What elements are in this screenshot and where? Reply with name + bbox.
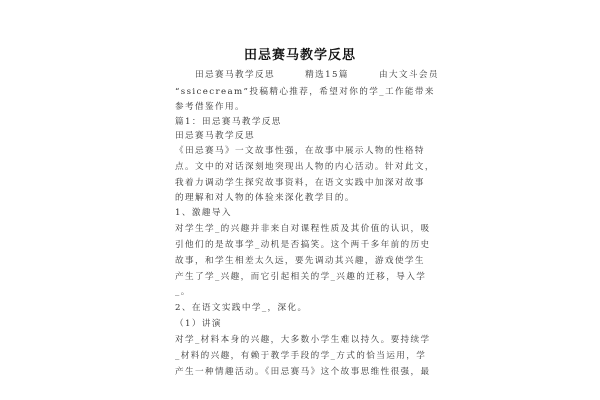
paragraph-line: _。 [175,287,191,297]
paragraph-line: 点。文中的对话深刻地突现出人物的内心活动。针对此文， [175,162,435,172]
paragraph-line: 对学_材料本身的兴趣，大多数小学生难以持久。要持续学 [175,335,431,345]
paragraph-line: 《田忌赛马》一文故事性强，在故事中展示人物的性格特 [175,146,425,156]
meta-count: 精选15篇 [305,70,349,80]
intro-line: “ssicecream”投稿精心推荐，希望对你的学_工作能带来 [175,87,435,97]
paragraph-line: _材料的兴趣，有赖于教学手段的学_方式的恰当运用，学 [175,351,427,361]
section-heading: 2、在语文实践中学_，深化。 [175,303,308,313]
subsection-heading: （1）讲演 [175,319,222,329]
paragraph-line: 产生了学_兴趣，而它引起相关的学_兴趣的迁移，导入学 [175,272,427,282]
paragraph-line: 故事，和学生相差太久远，要先调动其兴趣，游戏使学生 [175,256,425,266]
section-heading: 1、激趣导入 [175,208,232,218]
chapter-heading: 篇1：田忌赛马教学反思 [175,117,282,127]
paragraph-line: 对学生学_的兴趣并非来自对课程性质及其价值的认识，吸 [175,224,431,234]
meta-line [175,70,439,80]
paragraph-line: 我着力调动学生探究故事资料，在语文实践中加深对故事 [175,178,425,188]
intro-line: 参考借鉴作用。 [175,102,245,112]
meta-name: 田忌赛马教学反思 [195,70,275,80]
paragraph-line: 的理解和对人物的体验来深化教学目的。 [175,193,355,203]
subheading: 田忌赛马教学反思 [175,131,255,141]
paragraph-line: 产生一种情趣活动。《田忌赛马》这个故事思维性很强，最 [175,367,431,377]
meta-author: 由大文斗会员 [378,70,439,80]
paragraph-line: 引他们的是故事学_动机是否搞笑。这个两千多年前的历史 [175,240,431,250]
document-title: 田忌赛马教学反思 [243,48,356,63]
